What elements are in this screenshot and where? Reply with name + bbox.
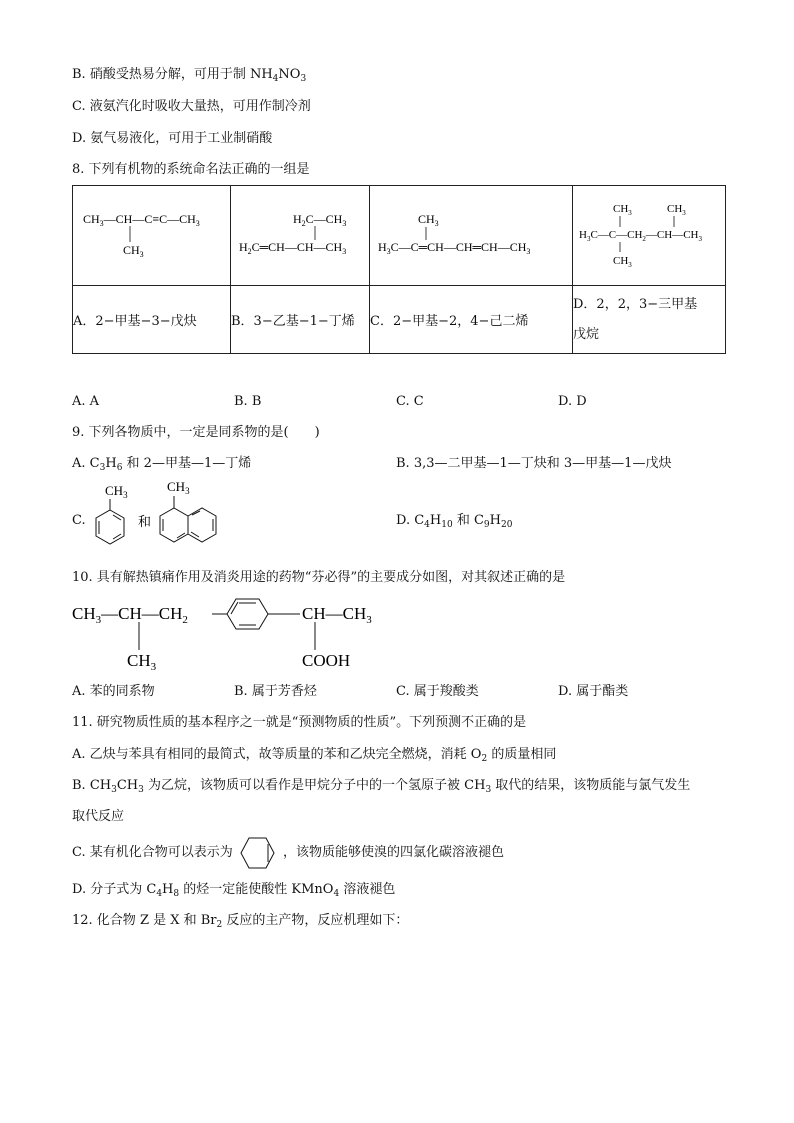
q7-option-c: C. 液氨汽化时吸收大量热，可用作制冷剂: [72, 99, 311, 114]
structure-b-svg: [231, 186, 369, 281]
q9-stem: 9. 下列各物质中，一定是同系物的是( ): [72, 425, 320, 440]
q8-option-d: D．2，2，3−三甲基 戊烷: [573, 286, 726, 354]
q11-option-b-line2: 取代反应: [72, 809, 125, 824]
cyclohexene-icon: [239, 836, 277, 870]
q7-option-b: B. 硝酸受热易分解，可用于制 $NH_4NO_3$: [72, 67, 307, 84]
svg-text:H2C—CH3: $H_2C—CH_3$: [293, 212, 347, 228]
structure-c-svg: [370, 186, 572, 281]
q8-choice-a: A. A: [72, 394, 100, 409]
methylnaphthalene-ring-icon: [160, 496, 216, 542]
q8-structure-a: [73, 186, 231, 286]
q9-option-b: B. 3,3—二甲基—1—丁炔和 3—甲基—1—戊炔: [396, 456, 672, 471]
q10-option-b: B. 属于芳香烃: [234, 684, 317, 699]
q10-left-chain: $CH_3—CH—CH_2$: [72, 604, 188, 626]
toluene-ring-icon: [96, 499, 124, 544]
q11-option-d: D. 分子式为 $C_4H_8$ 的烃一定能使酸性 KMnO$_4$ 溶液褪色: [72, 882, 396, 899]
q8-stem: 8. 下列有机物的系统命名法正确的一组是: [72, 162, 310, 177]
q10-stem: 10. 具有解热镇痛作用及消炎用途的药物“芬必得”的主要成分如图，对其叙述正确的是: [72, 570, 566, 585]
q10-option-a: A. 苯的同系物: [72, 684, 155, 699]
q11-option-a: A. 乙炔与苯具有相同的最简式，故等质量的苯和乙炔完全燃烧，消耗 $O_2$ 的质量相同: [72, 747, 557, 764]
q9-option-c-label: C.: [72, 513, 86, 528]
q8-structure-c: [370, 186, 573, 286]
structure-d-svg: [573, 186, 725, 281]
svg-text:H2C═CH—CH—CH3: $H_2C═CH—CH—CH_3$: [239, 240, 347, 256]
q8-structure-b: [231, 186, 370, 286]
q8-option-a: A．2−甲基−3−戊炔: [73, 286, 231, 354]
naphthalene-methyl-label: $CH_3$: [167, 479, 190, 496]
svg-text:H3C—C═CH—CH═CH—CH3: $H_3C—C═CH—CH═CH—CH_3$: [378, 240, 531, 256]
q9-option-a: A. $C_3H_6$ 和 2—甲基—1—丁烯: [72, 456, 252, 473]
q10-benzene-ring-icon: [212, 599, 300, 629]
q11-option-b-line1: B. $CH_3CH_3$ 为乙烷，该物质可以看作是甲烷分子中的一个氢原子被 $CH_3$ 取代的结果，该物质能与氯气发生: [72, 778, 691, 795]
q11-stem: 11. 研究物质性质的基本程序之一就是“预测物质的性质”。下列预测不正确的是: [72, 715, 527, 730]
svg-text:CH3: $CH_3$: [613, 255, 632, 269]
q8-option-c: C．2−甲基−2，4−己二烯: [370, 286, 573, 354]
q8-option-b: B．3−乙基−1−丁烯: [231, 286, 370, 354]
q7-option-d: D. 氨气易液化，可用于工业制硝酸: [72, 131, 273, 146]
toluene-methyl-label: $CH_3$: [105, 483, 128, 500]
q10-option-d: D. 属于酯类: [558, 684, 629, 699]
q8-choice-b: B. B: [234, 394, 262, 409]
q12-stem: 12. 化合物 Z 是 X 和 $Br_2$ 反应的主产物，反应机理如下：: [72, 913, 409, 930]
q11-option-c: C. 某有机化合物可以表示为 ，该物质能够使溴的四氯化碳溶液褪色: [72, 844, 504, 862]
q10-methyl-branch: $CH_3$: [127, 651, 157, 673]
q8-choice-d: D. D: [558, 394, 587, 409]
svg-text:CH3—CH—C≡C—CH3: $CH_3—CH—C\equiv C—CH_3$: [83, 212, 200, 228]
svg-text:CH3: $CH_3$: [418, 212, 439, 228]
svg-text:CH3: $CH_3$: [613, 203, 632, 217]
q8-structure-d: [573, 186, 726, 286]
structure-a-svg: [73, 186, 230, 281]
q9-option-c-structures: [88, 478, 238, 564]
svg-text:H3C—C—CH2—CH—CH3: $H_3C—C—CH_2—CH—CH_3$: [579, 229, 702, 243]
svg-text:CH3: $CH_3$: [123, 243, 144, 259]
q8-choice-c: C. C: [396, 394, 424, 409]
q8-table: [72, 185, 726, 354]
q9-option-d: D. $C_4H_{10}$ 和 $C_9H_{20}$: [396, 513, 513, 530]
q10-option-c: C. 属于羧酸类: [396, 684, 479, 699]
q10-ibuprofen-structure: [72, 594, 392, 674]
q10-right-chain: $CH—CH_3$: [302, 604, 372, 626]
q9-option-c-and: 和: [138, 514, 152, 529]
svg-text:CH3: $CH_3$: [667, 203, 686, 217]
q10-carboxyl: COOH: [302, 651, 351, 670]
